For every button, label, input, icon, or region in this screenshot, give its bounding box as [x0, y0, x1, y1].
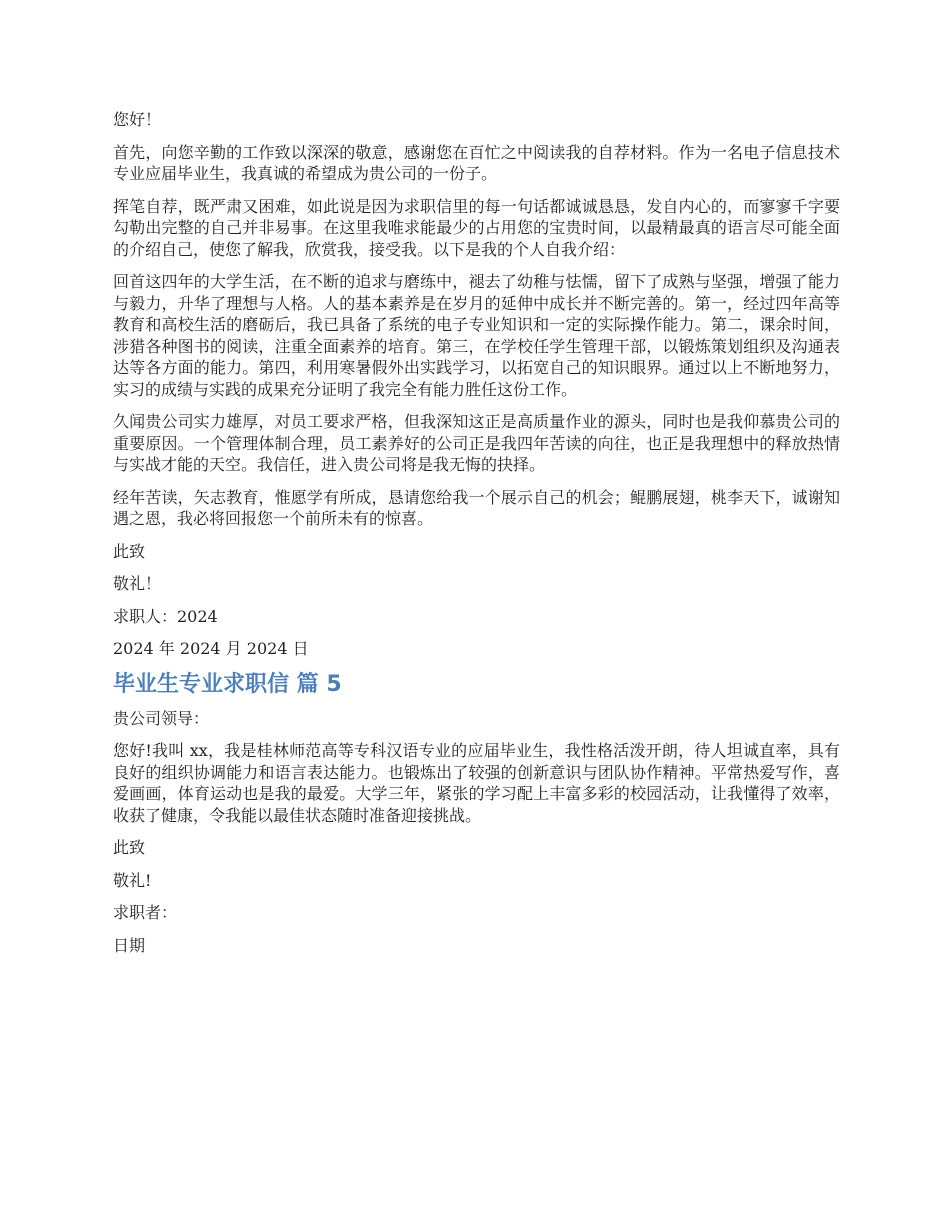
section-heading: 毕业生专业求职信 篇 5: [113, 671, 342, 697]
paragraph: 首先，向您辛勤的工作致以深深的敬意，感谢您在百忙之中阅读我的自荐材料。作为一名电子信息技术专业应届毕业生，我真诚的希望成为贵公司的一份子。: [113, 142, 840, 183]
paragraph: 经年苦读，矢志教育，惟愿学有所成，恳请您给我一个展示自己的机会；鲲鹏展翅，桃李天下，诚谢知遇之恩，我必将回报您一个前所未有的惊喜。: [113, 487, 840, 528]
closing-line: 此致: [113, 838, 146, 857]
paragraph: 久闻贵公司实力雄厚，对员工要求严格，但我深知这正是高质量作业的源头，同时也是我仰慕贵公司的重要原因。一个管理体制合理，员工素养好的公司正是我四年苦读的向往，也正是我理想中的释放热情与实战才能的天空。我信任，进入贵公司将是我无悔的抉择。: [113, 412, 840, 474]
date-line: 日期: [113, 935, 146, 955]
salutation: 贵公司领导：: [113, 708, 210, 728]
paragraph: 您好!我叫 xx，我是桂林师范高等专科汉语专业的应届毕业生，我性格活泼开朗，待人坦诚直率，具有良好的组织协调能力和语言表达能力。也锻炼出了较强的创新意识与团队协作精神。平常热爱写作，喜爱画画，体育运动也是我的最爱。大学三年，紧张的学习配上丰富多彩的校园活动，让我懂得了效率，收获了健康，令我能以最佳状态随时准备迎接挑战。: [113, 741, 840, 825]
paragraph: 挥笔自荐，既严肃又困难，如此说是因为求职信里的每一句话都诚诚恳恳，发自内心的，而寥寥千字要勾勒出完整的自己并非易事。在这里我唯求能最少的占用您的宝贵时间，以最精最真的语言尽可能全面的介绍自己，使您了解我，欣赏我，接受我。以下是我的个人自我介绍：: [113, 196, 840, 259]
document-page: [113, 109, 840, 967]
signer-line: 求职人：2024: [113, 606, 218, 626]
signer-line: 求职者：: [113, 903, 178, 922]
closing-salute: 敬礼!: [113, 870, 152, 890]
closing-salute: 敬礼！: [113, 574, 162, 593]
date-line: 2024 年 2024 月 2024 日: [113, 639, 309, 658]
paragraph: 回首这四年的大学生活，在不断的追求与磨练中，褪去了幼稚与怯懦，留下了成熟与坚强，增强了能力与毅力，升华了理想与人格。人的基本素养是在岁月的延伸中成长并不断完善的。第一，经过四年高等教育和高校生活的磨砺后，我已具备了系统的电子专业知识和一定的实际操作能力。第二，课余时间，涉猎各种图书的阅读，注重全面素养的培育。第三，在学校任学生管理干部，以锻炼策划组织及沟通表达等各方面的能力。第四，利用寒暑假外出实践学习，以拓宽自己的知识眼界。通过以上不断地努力，实习的成绩与实践的成果充分证明了我完全有能力胜任这份工作。: [113, 272, 840, 399]
closing-line: 此致: [113, 541, 146, 561]
greeting: 您好！: [113, 110, 162, 129]
